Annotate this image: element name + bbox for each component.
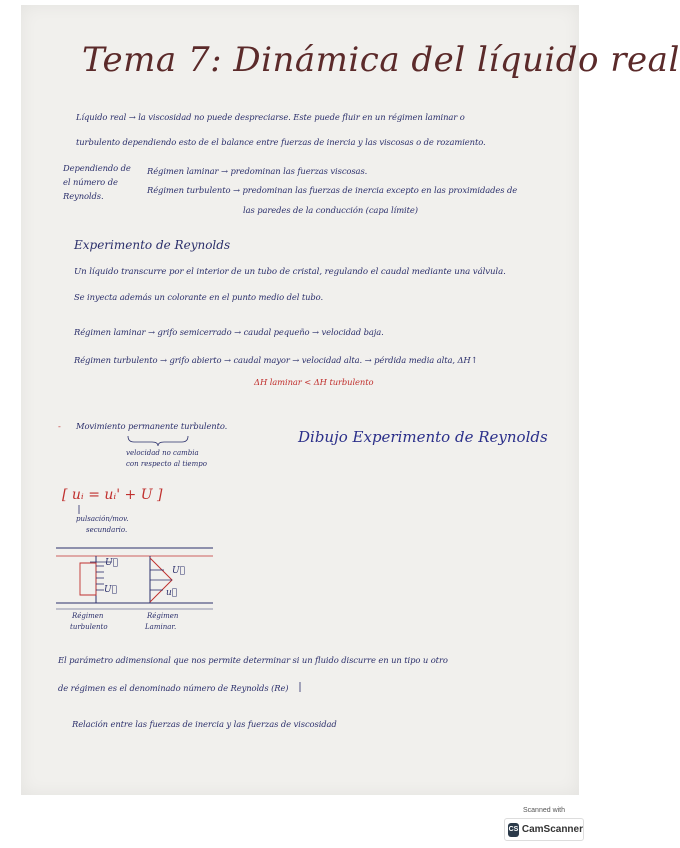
brace-icon [128,436,188,446]
turbulent-regime-line: Régimen turbulento → grifo abierto → caudal mayor → velocidad alta. → pérdida media alta, ΔH↑ [74,355,478,365]
laminar-item: Régimen laminar → predominan las fuerzas viscosas. [147,166,368,176]
formula-note-1: pulsación/mov. [76,515,129,523]
intro-line-2: turbulento dependiendo esto de el balance entre fuerzas de inercia y las viscosas o de rozamiento. [76,137,486,147]
intro-line-1: Líquido real → la viscosidad no puede despreciarse. Este puede fluir en un régimen laminar o [76,112,465,122]
vector-u-turbulent: U⃗ [105,558,118,568]
laminar-label-2: Laminar. [145,623,177,631]
movement-bullet: - [58,421,61,431]
camscanner-logo-box [504,818,584,841]
velocity-formula: [ uᵢ = uᵢ' + U ] [62,487,163,503]
movement-note-1: velocidad no cambia [126,449,199,457]
turbulent-item: Régimen turbulento → predominan las fuerzas de inercia excepto en las proximidades de [147,185,518,195]
scanned-with-text: Scanned with [522,807,566,814]
drawing-note: Dibujo Experimento de Reynolds [298,428,548,446]
turbulent-label-1: Régimen [72,612,104,620]
vector-u-laminar: U⃗ [172,566,185,576]
camscanner-badge [503,807,585,843]
page-title: Tema 7: Dinámica del líquido real [82,40,680,80]
formula-note-2: secundario. [86,526,128,534]
laminar-label-1: Régimen [147,612,179,620]
camscanner-logo-icon: CS [508,823,519,837]
experiment-line-2: Se inyecta además un colorante en el punto medio del tubo. [74,292,324,302]
closing-line-3: Relación entre las fuerzas de inercia y las fuerzas de viscosidad [72,719,337,729]
dependence-label-3: Reynolds. [63,191,104,201]
camscanner-name: CamScanner [521,824,583,835]
turbulent-label-2: turbulento [70,623,108,631]
laminar-regime-line: Régimen laminar → grifo semicerrado → caudal pequeño → velocidad baja. [74,327,384,337]
vector-u-small-turbulent: U⃗ [104,585,117,595]
turbulent-item-cont: las paredes de la conducción (capa límite) [243,205,418,215]
dependence-label-1: Dependiendo de [63,163,131,173]
closing-line-1: El parámetro adimensional que nos permite determinar si un fluido discurre en un tipo u otro [58,655,448,665]
dependence-label-2: el número de [63,177,118,187]
head-loss-comparison: ΔH laminar < ΔH turbulento [254,377,374,387]
experiment-heading: Experimento de Reynolds [74,238,231,252]
closing-line-2: de régimen es el denominado número de Reynolds (Re) [58,683,289,693]
experiment-line-1: Un líquido transcurre por el interior de un tubo de cristal, regulando el caudal mediante una válvula. [74,267,506,277]
movement-label: Movimiento permanente turbulento. [76,421,228,431]
vector-u2-laminar: u⃗ [166,588,178,598]
movement-note-2: con respecto al tiempo [126,460,207,468]
